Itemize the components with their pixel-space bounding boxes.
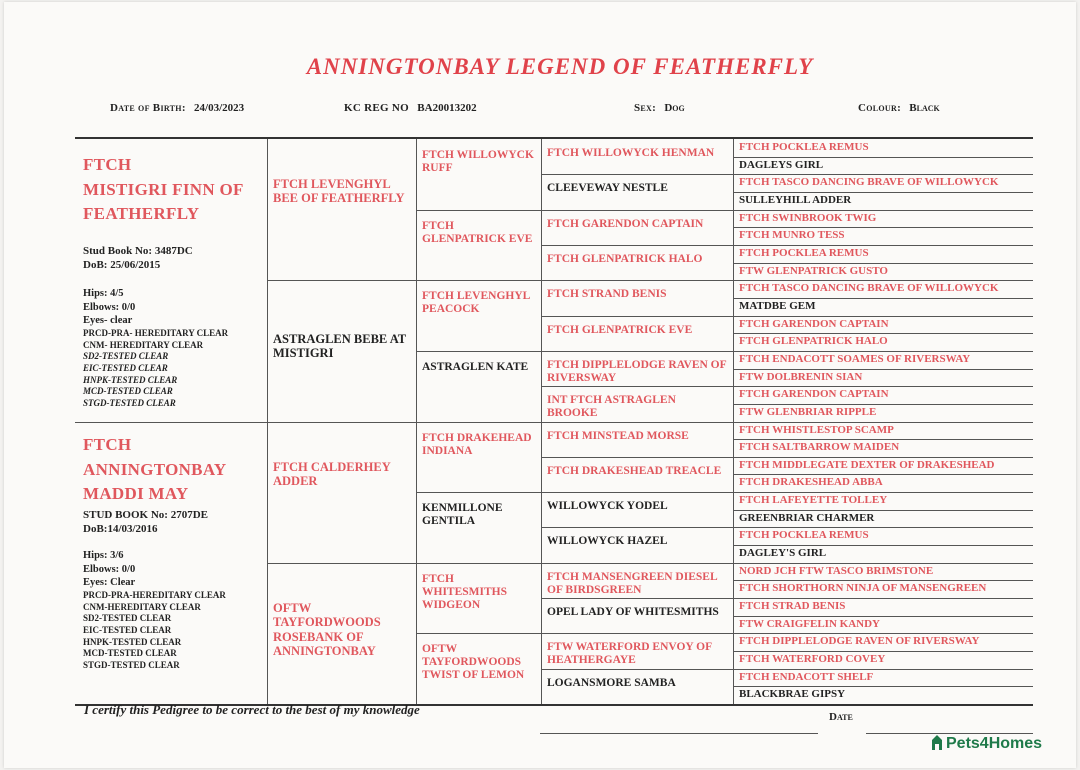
gen3-ancestor: FTCH WILLOWYCK RUFF xyxy=(422,149,534,175)
gen4-ancestor: OPEL LADY OF WHITESMITHS xyxy=(547,606,719,618)
certification-statement: I certify this Pedigree to be correct to the best of my knowledge xyxy=(84,702,420,717)
gen5-ancestor: FTCH TASCO DANCING BRAVE OF WILLOWYCK xyxy=(739,176,999,188)
row-divider xyxy=(733,616,1033,617)
gen4-ancestor: FTCH WILLOWYCK HENMAN xyxy=(547,147,715,159)
row-divider xyxy=(733,157,1033,158)
gen5-ancestor: FTCH TASCO DANCING BRAVE OF WILLOWYCK xyxy=(739,282,999,294)
row-divider xyxy=(733,245,1033,246)
gen2-ancestor: OFTW TAYFORDWOODS ROSEBANK OF ANNINGTONBAY xyxy=(273,601,381,659)
gen5-ancestor: FTCH ENDACOTT SOAMES OF RIVERSWAY xyxy=(739,353,971,365)
row-divider xyxy=(733,192,1033,193)
gen3-ancestor: FTCH DRAKEHEAD INDIANA xyxy=(422,432,532,458)
row-divider xyxy=(75,422,267,423)
gen5-ancestor: FTCH MUNRO TESS xyxy=(739,229,845,241)
gen5-ancestor: FTCH WHISTLESTOP SCAMP xyxy=(739,424,894,436)
gen5-ancestor: DAGLEYS GIRL xyxy=(739,159,824,171)
gen5-ancestor: DAGLEY'S GIRL xyxy=(739,547,827,559)
gen4-ancestor: INT FTCH ASTRAGLEN BROOKE xyxy=(547,394,676,420)
row-divider xyxy=(733,263,1033,264)
gen5-ancestor: FTCH MIDDLEGATE DEXTER OF DRAKESHEAD xyxy=(739,459,995,471)
row-divider xyxy=(733,422,1033,423)
row-divider xyxy=(733,404,1033,405)
gen5-ancestor: FTW CRAIGFELIN KANDY xyxy=(739,618,880,630)
row-divider xyxy=(733,492,1033,493)
pedigree-table xyxy=(75,137,1033,706)
row-divider xyxy=(733,369,1033,370)
dam-details: STUD BOOK No: 2707DE DoB:14/03/2016 xyxy=(83,509,208,535)
gen4-ancestor: FTCH MANSENGREEN DIESEL OF BIRDSGREEN xyxy=(547,571,717,597)
gen5-ancestor: FTCH LAFEYETTE TOLLEY xyxy=(739,494,888,506)
gen4-ancestor: FTCH DRAKESHEAD TREACLE xyxy=(547,465,722,477)
gen3-ancestor: FTCH LEVENGHYL PEACOCK xyxy=(422,290,530,316)
gen5-ancestor: FTCH WATERFORD COVEY xyxy=(739,653,886,665)
sire-health: Hips: 4/5 Elbows: 0/0 Eyes- clear PRCD-PRA- HEREDITARY CLEAR CNM- HEREDITARY CLEAR SD2-TESTED CLEAR EIC-TESTED CLEAR HNPK-TESTED CLEAR MCD-TESTED CLEAR STGD-TESTED CLEAR xyxy=(83,288,229,409)
gen3-ancestor: FTCH WHITESMITHS WIDGEON xyxy=(422,573,507,612)
row-divider xyxy=(733,598,1033,599)
signature-line xyxy=(540,733,818,734)
gen5-ancestor: FTW GLENPATRICK GUSTO xyxy=(739,265,888,277)
gen5-ancestor: FTCH SHORTHORN NINJA OF MANSENGREEN xyxy=(739,582,987,594)
dam-health: Hips: 3/6 Elbows: 0/0 Eyes: Clear PRCD-PRA-HEREDITARY CLEAR CNM-HEREDITARY CLEAR SD2-TESTED CLEAR EIC-TESTED CLEAR HNPK-TESTED CLEAR MCD-TESTED CLEAR STGD-TESTED CLEAR xyxy=(83,550,226,671)
row-divider xyxy=(733,210,1033,211)
gen4-ancestor: FTCH GLENPATRICK EVE xyxy=(547,324,693,336)
gen4-ancestor: FTCH GLENPATRICK HALO xyxy=(547,253,703,265)
gen5-ancestor: FTCH DRAKESHEAD ABBA xyxy=(739,476,883,488)
gen2-ancestor: ASTRAGLEN BEBE AT MISTIGRI xyxy=(273,332,406,361)
gen4-ancestor: CLEEVEWAY NESTLE xyxy=(547,182,668,194)
gen4-ancestor: FTW WATERFORD ENVOY OF HEATHERGAYE xyxy=(547,641,712,667)
gen5-ancestor: FTCH POCKLEA REMUS xyxy=(739,247,869,259)
gen5-ancestor: SULLEYHILL ADDER xyxy=(739,194,852,206)
row-divider xyxy=(733,527,1033,528)
gen5-ancestor: FTCH DIPPLELODGE RAVEN OF RIVERSWAY xyxy=(739,635,980,647)
gen3-ancestor: KENMILLONE GENTILA xyxy=(422,502,503,528)
gen2-ancestor: FTCH CALDERHEY ADDER xyxy=(273,460,391,489)
gen4-ancestor: WILLOWYCK YODEL xyxy=(547,500,668,512)
pets4homes-logo: Pets4Homes xyxy=(930,734,1042,753)
row-divider xyxy=(733,474,1033,475)
gen3-ancestor: FTCH GLENPATRICK EVE xyxy=(422,220,533,246)
gen5-ancestor: NORD JCH FTW TASCO BRIMSTONE xyxy=(739,565,934,577)
row-divider xyxy=(733,457,1033,458)
gen5-ancestor: FTCH GLENPATRICK HALO xyxy=(739,335,888,347)
pedigree-title: ANNINGTONBAY LEGEND OF FEATHERFLY xyxy=(306,54,814,79)
date-of-birth: Date of Birth: 24/03/2023 xyxy=(110,102,245,114)
row-divider xyxy=(733,386,1033,387)
date-label: Date xyxy=(829,711,853,723)
gen5-ancestor: BLACKBRAE GIPSY xyxy=(739,688,846,700)
row-divider xyxy=(733,633,1033,634)
gen3-ancestor: ASTRAGLEN KATE xyxy=(422,361,529,373)
row-divider xyxy=(733,510,1033,511)
sire-name: FTCH MISTIGRI FINN OF FEATHERFLY xyxy=(83,155,244,224)
row-divider xyxy=(733,686,1033,687)
gen5-ancestor: FTCH SALTBARROW MAIDEN xyxy=(739,441,900,453)
gen5-ancestor: FTCH STRAD BENIS xyxy=(739,600,846,612)
gen3-ancestor: OFTW TAYFORDWOODS TWIST OF LEMON xyxy=(422,643,525,682)
row-divider xyxy=(733,545,1033,546)
row-divider xyxy=(733,333,1033,334)
row-divider xyxy=(733,669,1033,670)
gen4-ancestor: FTCH STRAND BENIS xyxy=(547,288,667,300)
row-divider xyxy=(733,580,1033,581)
gen5-ancestor: GREENBRIAR CHARMER xyxy=(739,512,875,524)
gen5-ancestor: MATDBE GEM xyxy=(739,300,816,312)
row-divider xyxy=(733,351,1033,352)
row-divider xyxy=(733,280,1033,281)
gen5-ancestor: FTCH GARENDON CAPTAIN xyxy=(739,388,889,400)
row-divider xyxy=(733,563,1033,564)
gen4-ancestor: FTCH GARENDON CAPTAIN xyxy=(547,218,704,230)
sire-details: Stud Book No: 3487DC DoB: 25/06/2015 xyxy=(83,245,193,271)
gen4-ancestor: WILLOWYCK HAZEL xyxy=(547,535,668,547)
gen5-ancestor: FTCH ENDACOTT SHELF xyxy=(739,671,874,683)
gen5-ancestor: FTCH GARENDON CAPTAIN xyxy=(739,318,889,330)
colour: Colour: Black xyxy=(858,102,940,114)
gen4-ancestor: FTCH MINSTEAD MORSE xyxy=(547,430,689,442)
gen4-ancestor: FTCH DIPPLELODGE RAVEN OF RIVERSWAY xyxy=(547,359,727,385)
gen5-ancestor: FTW GLENBRIAR RIPPLE xyxy=(739,406,877,418)
house-icon xyxy=(930,734,944,750)
row-divider xyxy=(733,227,1033,228)
sex: Sex: Dog xyxy=(634,102,685,114)
row-divider xyxy=(733,174,1033,175)
gen5-ancestor: FTW DOLBRENIN SIAN xyxy=(739,371,863,383)
row-divider xyxy=(733,298,1033,299)
row-divider xyxy=(733,439,1033,440)
kc-reg-no: KC REG NO BA20013202 xyxy=(344,102,477,114)
gen5-ancestor: FTCH POCKLEA REMUS xyxy=(739,529,869,541)
gen4-ancestor: LOGANSMORE SAMBA xyxy=(547,677,676,689)
row-divider xyxy=(733,651,1033,652)
row-divider xyxy=(733,316,1033,317)
dam-name: FTCH ANNINGTONBAY MADDI MAY xyxy=(83,435,227,504)
gen2-ancestor: FTCH LEVENGHYL BEE OF FEATHERFLY xyxy=(273,177,405,206)
gen5-ancestor: FTCH SWINBROOK TWIG xyxy=(739,212,877,224)
gen5-ancestor: FTCH POCKLEA REMUS xyxy=(739,141,869,153)
